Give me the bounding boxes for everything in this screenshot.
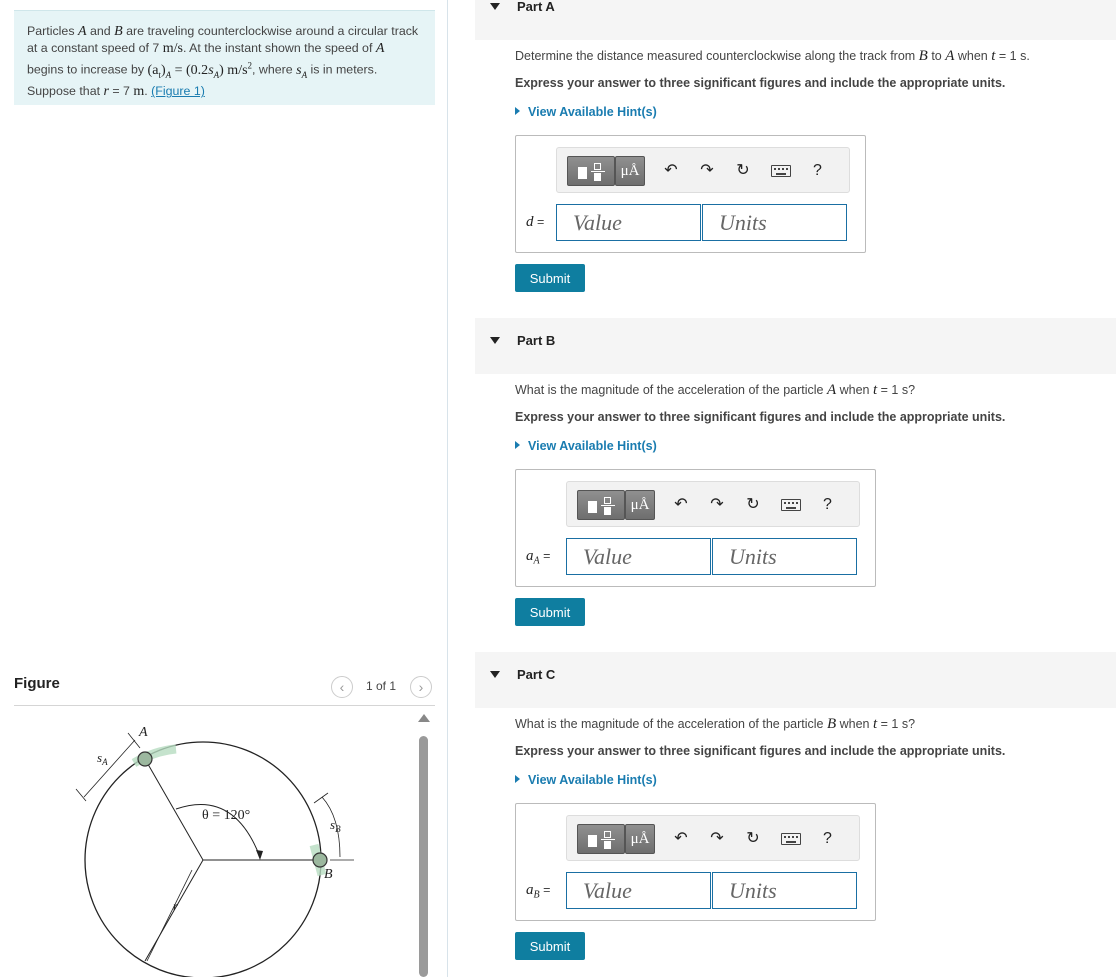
r-dimension [147,870,192,961]
problem-var-B: B [114,24,123,39]
scroll-thumb[interactable] [419,736,428,977]
figure-title: Figure [14,675,60,692]
figure-scrollbar[interactable] [417,714,431,977]
view-hints-link[interactable]: View Available Hint(s) [515,773,657,787]
instruction-text: Express your answer to three significant figures and include the appropriate units. [515,744,1006,758]
collapse-caret-icon[interactable] [490,3,500,10]
panel-divider [447,0,448,977]
submit-button[interactable]: Submit [515,264,585,292]
instruction-text: Express your answer to three significant figures and include the appropriate units. [515,76,1006,90]
answer-variable-label: d = [526,214,545,230]
units-button[interactable]: μÅ [625,824,655,854]
figure-image [14,707,409,977]
templates-button[interactable] [567,156,615,186]
problem-var-A: A [77,24,87,39]
problem-text: begins to increase by [27,62,148,77]
reset-icon[interactable]: ↻ [746,830,760,847]
value-input[interactable] [566,872,711,909]
part-title: Part C [517,667,556,682]
label-r: r [173,898,179,913]
figure-prev-button[interactable] [331,676,353,698]
units-input[interactable] [712,872,857,909]
problem-var-r: r [103,84,109,100]
part-header[interactable] [475,0,1116,40]
scroll-up-arrow-icon[interactable] [418,714,430,722]
chevron-left-icon: ‹ [339,679,345,695]
label-B: B [324,867,333,882]
redo-icon[interactable]: ↷ [700,162,714,179]
help-icon[interactable]: ? [823,830,832,847]
figure-header [14,672,435,706]
math-toolbar [556,147,850,193]
templates-button[interactable] [577,490,625,520]
part-header[interactable] [475,652,1116,708]
problem-var-A: A [375,41,385,56]
figure-counter: 1 of 1 [366,679,397,693]
math-toolbar [566,815,860,861]
reset-icon[interactable]: ↻ [746,496,760,513]
answer-box [515,135,866,253]
chevron-right-icon: › [418,679,424,695]
redo-icon[interactable]: ↷ [710,496,724,513]
particle-A [138,752,152,766]
units-input[interactable] [712,538,857,575]
undo-icon[interactable]: ↶ [664,162,678,179]
value-input[interactable] [556,204,701,241]
question-text: Determine the distance measured counterclockwise along the track from B to A when t = 1 s. [515,48,1030,64]
instruction-text: Express your answer to three significant figures and include the appropriate units. [515,410,1006,424]
accel-expression: $(a_t)_A = (0.2s_A)$ $m/s^2$ [147,60,253,80]
units-button[interactable]: μÅ [625,490,655,520]
particle-B [313,853,327,867]
caret-right-icon [515,107,520,115]
submit-button[interactable]: Submit [515,932,585,960]
units-button[interactable]: μÅ [615,156,645,186]
label-A: A [139,725,148,740]
question-text: What is the magnitude of the acceleration of the particle A when t = 1 s? [515,382,916,398]
submit-button[interactable]: Submit [515,598,585,626]
answer-variable-label: $a_B$ = [526,882,551,901]
left-panel [0,0,450,977]
problem-text: Particles [27,24,78,38]
figure-next-button[interactable] [410,676,432,698]
caret-right-icon [515,775,520,783]
keyboard-icon[interactable] [771,165,791,177]
problem-text: and [86,24,115,38]
answer-box [515,803,876,921]
answer-box [515,469,876,587]
part-title: Part A [517,0,555,14]
problem-text: . At the instant shown the speed of [182,41,376,55]
undo-icon[interactable]: ↶ [674,830,688,847]
figure-link[interactable]: (Figure 1) [151,84,205,99]
value-input[interactable] [566,538,711,575]
problem-text: , where [252,62,297,77]
problem-unit: m/s [162,41,183,56]
redo-icon[interactable]: ↷ [710,830,724,847]
right-panel [475,0,1116,977]
templates-button[interactable] [577,824,625,854]
reset-icon[interactable]: ↻ [736,162,750,179]
keyboard-icon[interactable] [781,499,801,511]
label-sB: $s_B$ [330,817,341,834]
view-hints-link[interactable]: View Available Hint(s) [515,105,657,119]
caret-right-icon [515,441,520,449]
radius-A [145,759,203,860]
problem-text: = 7 [108,84,134,99]
problem-var-sA: $s_A$ [296,62,308,80]
question-text: What is the magnitude of the acceleration of the particle B when t = 1 s? [515,716,916,732]
help-icon[interactable]: ? [823,496,832,513]
theta-arrow [256,850,263,860]
math-toolbar [566,481,860,527]
collapse-caret-icon[interactable] [490,671,500,678]
problem-text: are traveling counterclockwise around a circular track at a constant speed of 7 [27,24,419,55]
view-hints-link[interactable]: View Available Hint(s) [515,439,657,453]
answer-variable-label: $a_A$ = [526,548,551,567]
label-theta: θ = 120° [202,808,251,823]
problem-unit: m [133,84,145,100]
units-input[interactable] [702,204,847,241]
keyboard-icon[interactable] [781,833,801,845]
label-sA: $s_A$ [97,750,108,767]
part-title: Part B [517,333,556,348]
undo-icon[interactable]: ↶ [674,496,688,513]
problem-text: is in meters. Suppose that [27,62,378,99]
help-icon[interactable]: ? [813,162,822,179]
circular-track-diagram [14,707,409,977]
collapse-caret-icon[interactable] [490,337,500,344]
problem-text: . [144,84,152,99]
problem-statement [14,10,435,105]
part-header[interactable] [475,318,1116,374]
